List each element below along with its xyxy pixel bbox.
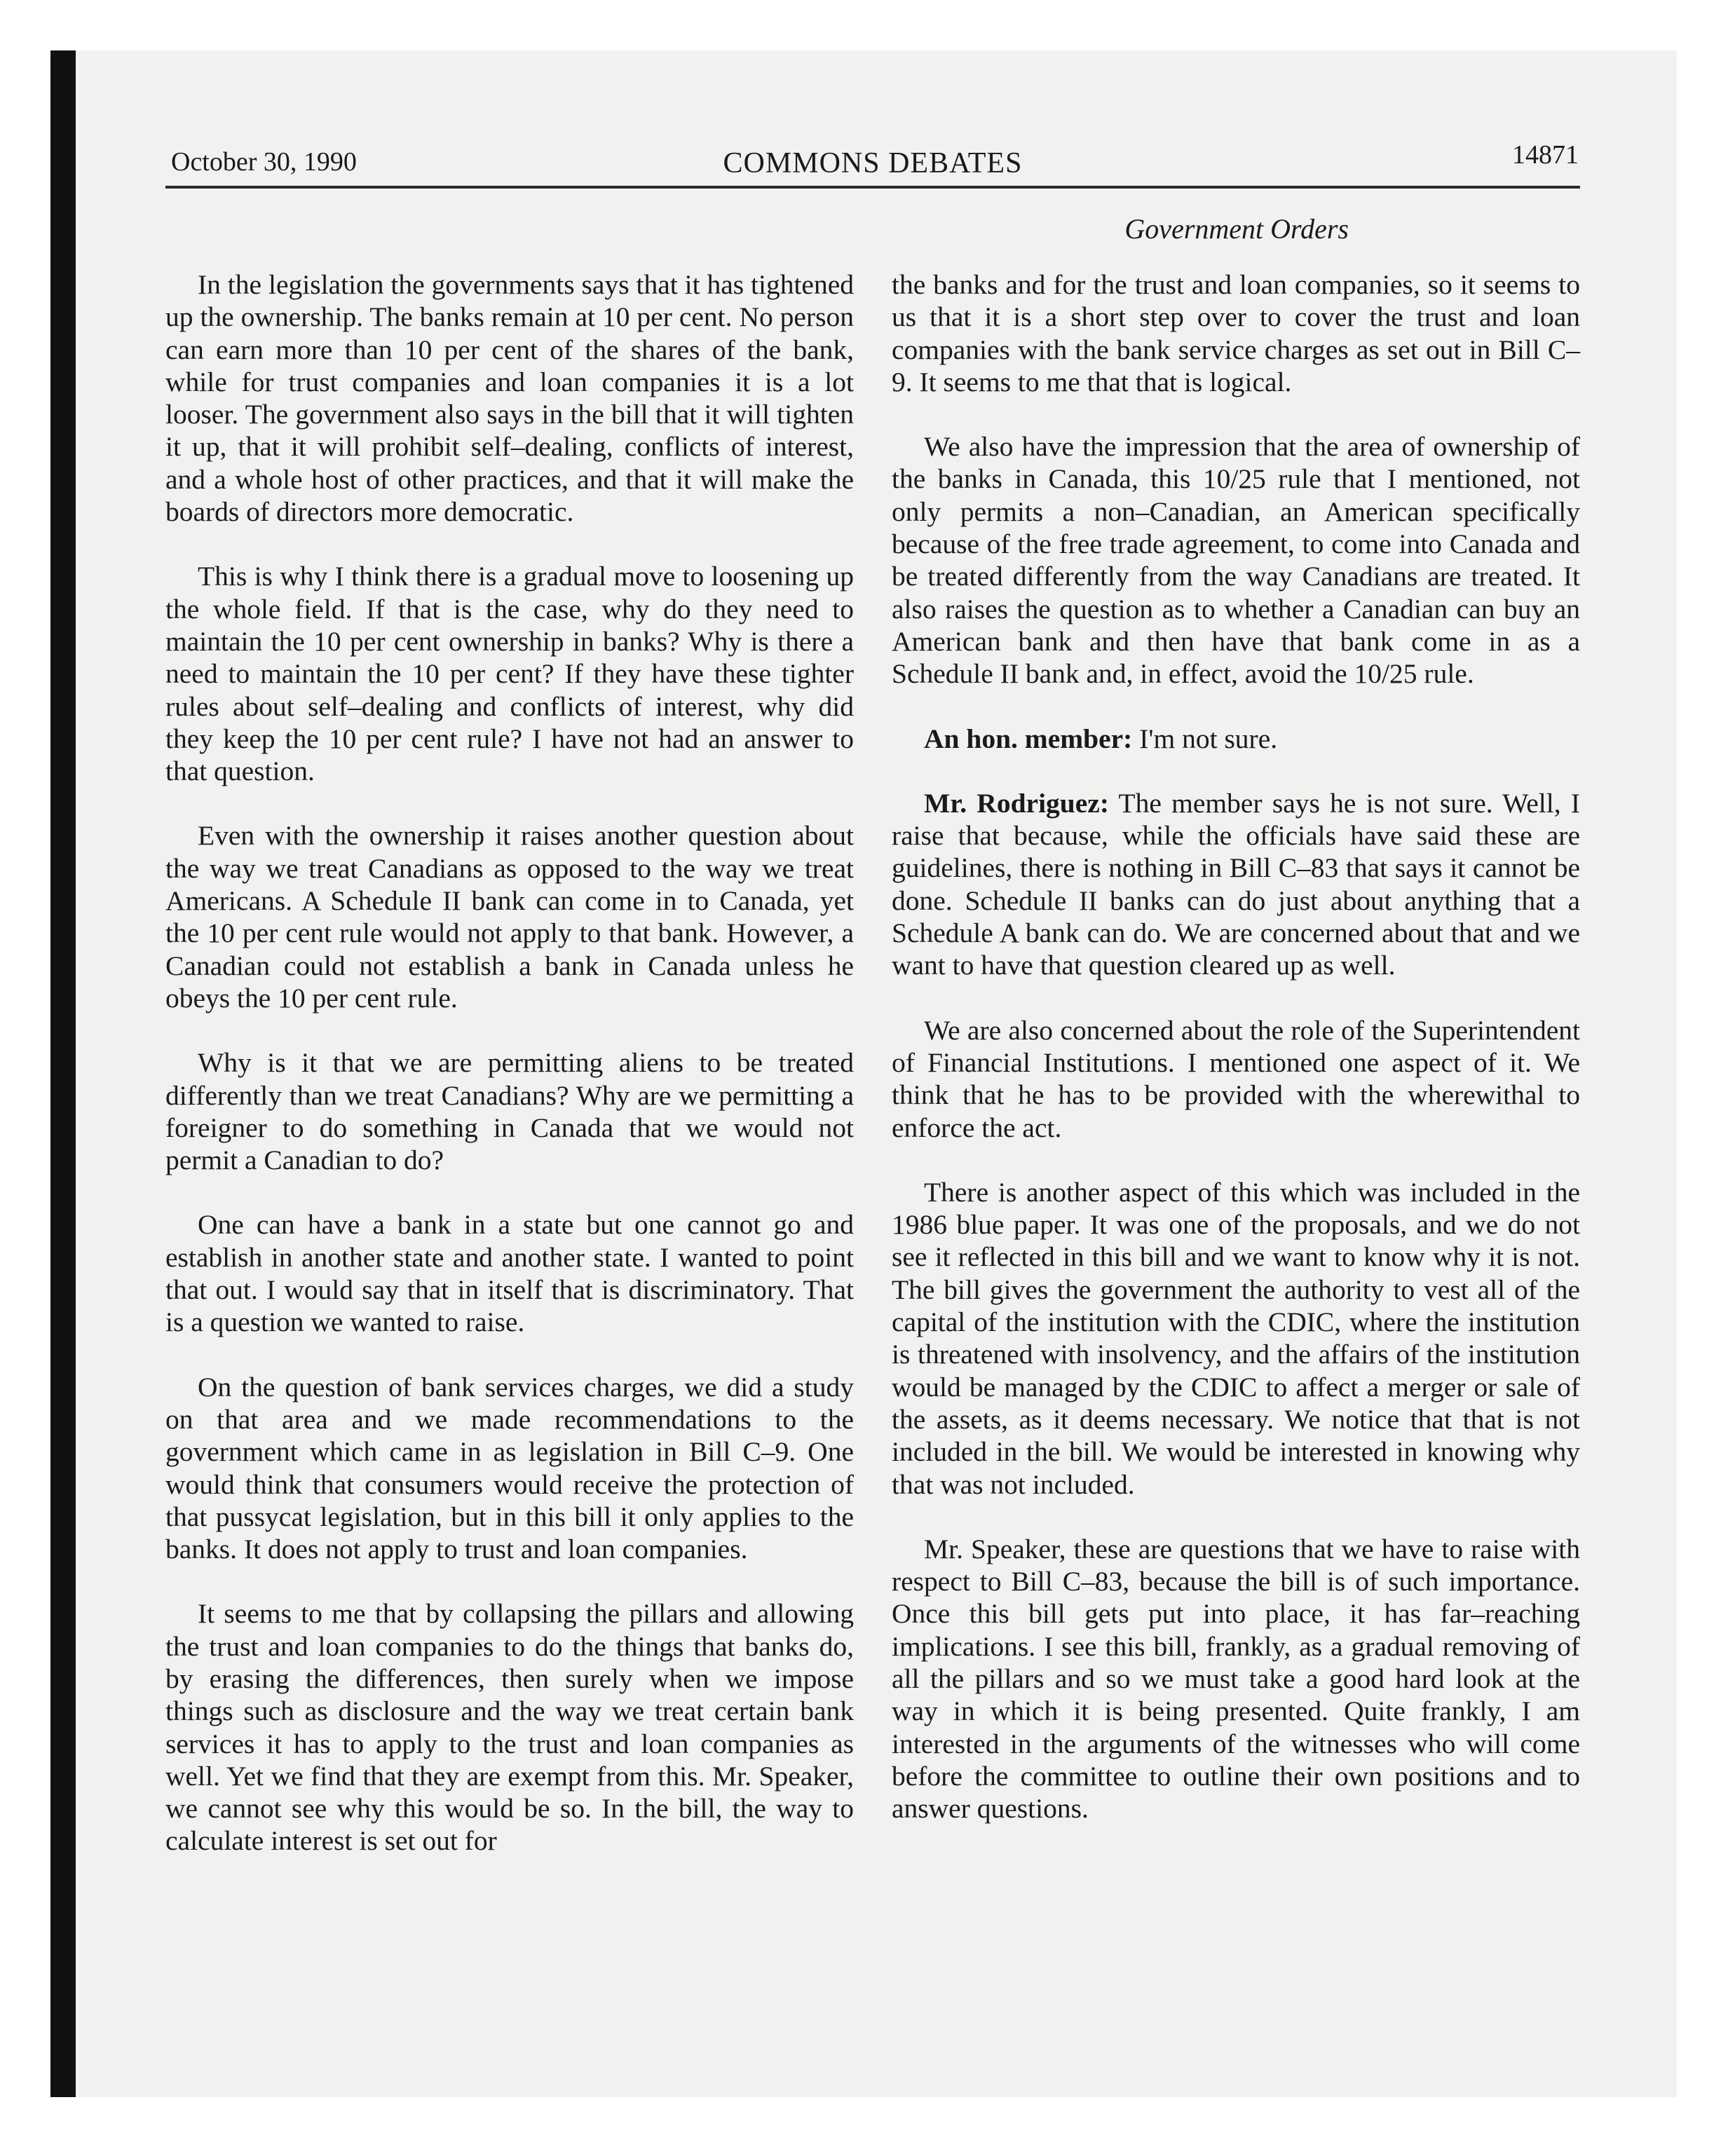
text-columns — [165, 268, 1580, 1890]
right-column — [892, 268, 1580, 1890]
paragraph: One can have a bank in a state but one cannot go and establish in another state and another state. I wanted to point that out. I would say that in itself that is discriminatory. That is a question we wanted to raise. — [165, 1209, 854, 1338]
paragraph: There is another aspect of this which was included in the 1986 blue paper. It was one of the proposals, and we do not see it reflected in this bill and we want to know why it is not. The bill gives the government the authority to vest all of the capital of the institution with the CDIC, where the institution is threatened with insolvency, and the affairs of the institution would be managed by the CDIC to affect a merger or sale of the assets, as it deems necessary. We notice that that is not included in the bill. We would be interested in knowing why that was not included. — [892, 1176, 1580, 1500]
paragraph: In the legislation the governments says that it has tightened up the ownership. The banks remain at 10 per cent. No person can earn more than 10 per cent of the shares of the bank, while for trust companies and loan companies it is a lot looser. The government also says in the bill that it will tighten it up, that it will prohibit self–dealing, conflicts of interest, and a whole host of other practices, and that it will make the boards of directors more democratic. — [165, 269, 854, 528]
section-title: Government Orders — [1124, 213, 1349, 245]
paragraph: Even with the ownership it raises another question about the way we treat Canadians as opposed to the way we treat Americans. A Schedule II bank can come in to Canada, yet the 10 per cent rule would not apply to that bank. However, a Canadian could not establish a bank in Canada unless he obeys the 10 per cent rule. — [165, 820, 854, 1014]
speaker-name: Mr. Rodriguez: — [924, 787, 1109, 819]
paragraph: We also have the impression that the area of ownership of the banks in Canada, this 10/25 rule that I mentioned, not only permits a non–Canadian, an American specifically because of the free trade agreement, to come into Canada and be treated differently from the way Canadians are treated. It also raises the question as to whether a Canadian can buy an American bank and then have that bank come in as a Schedule II bank and, in effect, avoid the 10/25 rule. — [892, 431, 1580, 690]
speaker-name: An hon. member: — [924, 723, 1133, 754]
paragraph: Why is it that we are permitting aliens to be treated differently than we treat Canadians? Why are we permitting a foreigner to do something in Canada that we would not permit a Canadian to do? — [165, 1047, 854, 1176]
speaker-turn — [892, 723, 1580, 755]
left-column — [165, 268, 854, 1890]
publication-title: COMMONS DEBATES — [723, 147, 1023, 179]
header-date: October 30, 1990 — [171, 147, 357, 177]
speaker-text: I'm not sure. — [1132, 723, 1278, 754]
scan-edge — [50, 50, 76, 2097]
speaker-turn — [892, 787, 1580, 982]
paragraph: Mr. Speaker, these are questions that we have to raise with respect to Bill C–83, because the bill is of such importance. Once this bill gets put into place, it has far–reaching implications. I see this bill, frankly, as a gradual removing of all the pillars and so we must take a good hard look at the way in which it is being presented. Quite frankly, I am interested in the arguments of the witnesses who will come before the committee to outline their own positions and to answer questions. — [892, 1533, 1580, 1824]
paragraph: We are also concerned about the role of the Superintendent of Financial Institutions. I mentioned one aspect of it. We think that he has to be provided with the wherewithal to enforce the act. — [892, 1014, 1580, 1143]
paragraph-continuation: the banks and for the trust and loan companies, so it seems to us that it is a short step over to cover the trust and loan companies with the bank service charges as set out in Bill C–9. It seems to me that that is logical. — [892, 269, 1580, 397]
paragraph: It seems to me that by collapsing the pillars and allowing the trust and loan companies to do the things that banks do, by erasing the differences, then surely when we impose things such as disclosure and the way we treat certain bank services it has to apply to the trust and loan companies as well. Yet we find that they are exempt from this. Mr. Speaker, we cannot see why this would be so. In the bill, the way to calculate interest is set out for — [165, 1598, 854, 1857]
paragraph: On the question of bank services charges, we did a study on that area and we made recommendations to the government which came in as legislation in Bill C–9. One would think that consumers would receive the protection of that pussycat legislation, but in this bill it only applies to the banks. It does not apply to trust and loan companies. — [165, 1371, 854, 1565]
running-header — [165, 137, 1580, 189]
page-content — [165, 137, 1580, 1890]
page-number: 14871 — [1512, 140, 1579, 170]
speaker-text: The member says he is not sure. Well, I raise that because, while the officials have said these are guidelines, there is nothing in Bill C–83 that says it cannot be done. Schedule II banks can do just about anything that a Schedule A bank can do. We are concerned about that and we want to have that question cleared up as well. — [892, 787, 1581, 981]
paragraph: This is why I think there is a gradual move to loosening up the whole field. If that is the case, why do they need to maintain the 10 per cent ownership in banks? Why is there a need to maintain the 10 per cent? If they have these tighter rules about self–dealing and conflicts of interest, why did they keep the 10 per cent rule? I have not had an answer to that question. — [165, 561, 854, 787]
